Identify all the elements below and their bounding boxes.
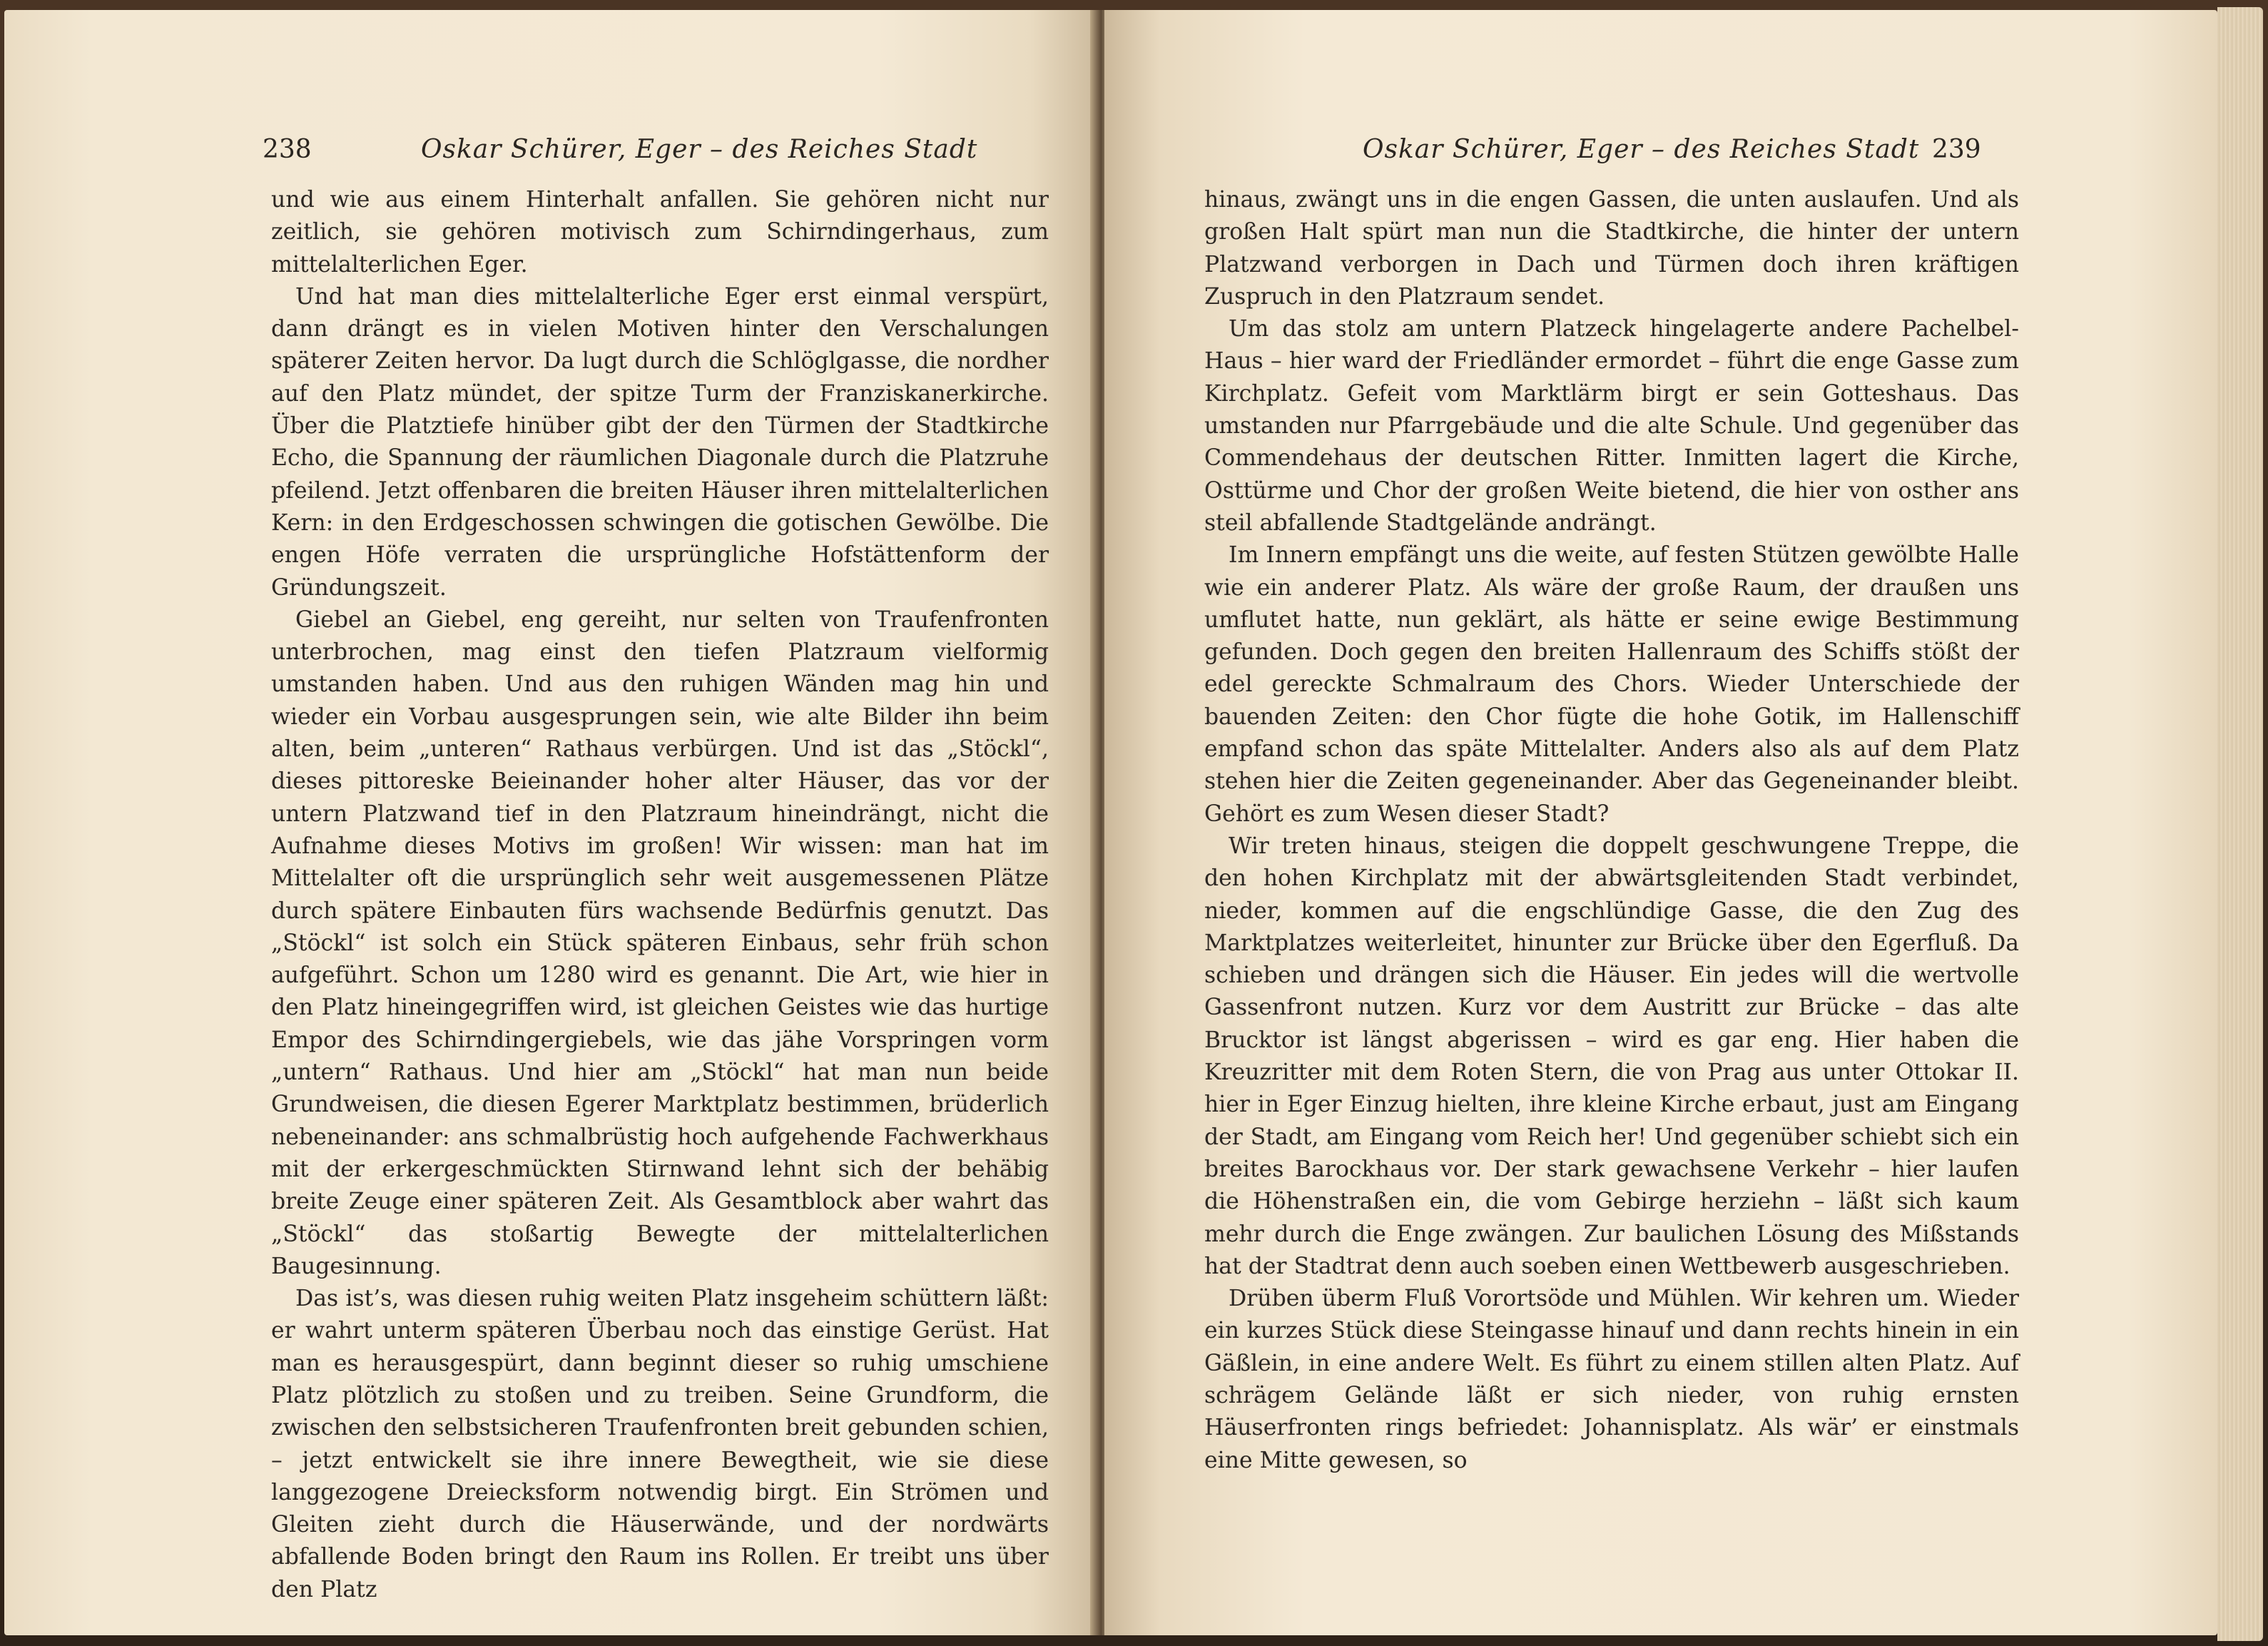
right-paragraph-2: Um das stolz am untern Platzeck hingelagerte andere Pachelbel-Haus – hier ward der Friedländer ermordet – führt die enge Gasse zum Kirchplatz. Gefeit vom Marktlärm birgt er sein Gotteshaus. Das umstanden nur Pfarrgebäude und die alte Schule. Und gegenüber das Commendehaus der deutschen Ritter. Inmitten lagert die Kirche, Osttürme und Chor der großen Weite bietend, die hier von osther ans steil abfallende Stadtgelände andrängt. [1204, 316, 2019, 536]
left-running-head [263, 128, 1053, 171]
page-edges [2217, 7, 2263, 1641]
right-running-head [1363, 128, 2155, 171]
right-paragraph-3: Im Innern empfängt uns die weite, auf festen Stützen gewölbte Halle wie ein anderer Platz. Als wäre der große Raum, der draußen uns umflutet hatte, nun geklärt, als hätte er seine ewige Bestimmung gefunden. Doch gegen den breiten Hallenraum des Schiffs stößt der edel gereckte Schmalraum des Chors. Wieder Unterschiede der bauenden Zeiten: den Chor fügte die hohe Gotik, im Hallenschiff empfand schon das späte Mittelalter. Anders also als auf dem Platz stehen hier die Zeiten gegeneinander. Aber das Gegeneinander bleibt. Gehört es zum Wesen dieser Stadt? [1204, 542, 2019, 827]
left-paragraph-3: Giebel an Giebel, eng gereiht, nur selten von Traufenfronten unterbrochen, mag einst den tiefen Platzraum vielformig umstanden haben. Und aus den ruhigen Wänden mag hin und wieder ein Vorbau ausgesprungen sein, wie alte Bilder ihn beim alten, beim „unteren“ Rathaus verbürgen. Und ist das „Stöckl“, dieses pittoreske Beieinander hoher alter Häuser, das vor der untern Platzwand tief in den Platzraum hineindrängt, nicht die Aufnahme dieses Motivs im großen! Wir wissen: man hat im Mittelalter oft die ursprünglich sehr weit ausgemessenen Plätze durch spätere Einbauten fürs wachsende Bedürfnis genutzt. Das „Stöckl“ ist solch ein Stück späteren Einbaus, sehr früh schon aufgeführt. Schon um 1280 wird es genannt. Die Art, wie hier in den Platz hineingegriffen wird, ist gleichen Geistes wie das hurtige Empor des Schirndingergiebels, wie das jähe Vorspringen vorm „untern“ Rathaus. Und hier am „Stöckl“ hat man nun beide Grundweisen, die diesen Egerer Marktplatz bestimmen, brüderlich nebeneinander: ans schmalbrüstig hoch aufgehende Fachwerkhaus mit der erkergeschmückten Stirnwand lehnt sich der behäbig breite Zeuge einer späteren Zeit. Als Gesamtblock aber wahrt das „Stöckl“ das stoßartig Bewegte der mittelalterlichen Baugesinnung. [271, 606, 1049, 1279]
right-paragraph-5: Drüben überm Fluß Vorortsöde und Mühlen. Wir kehren um. Wieder ein kurzes Stück diese Steingasse hinauf und dann rechts hinein in ein Gäßlein, in eine andere Welt. Es führt zu einem stillen alten Platz. Auf schrägem Gelände läßt er sich nieder, von ruhig ernsten Häuserfronten rings befriedet: Johannisplatz. Als wär’ er einstmals eine Mitte gewesen, so [1204, 1286, 2019, 1473]
left-paragraph-2: Und hat man dies mittelalterliche Eger erst einmal verspürt, dann drängt es in vielen Motiven hinter den Verschalungen späterer Zeiten hervor. Da lugt durch die Schlöglgasse, die nordher auf den Platz mündet, der spitze Turm der Franziskanerkirche. Über die Platztiefe hinüber gibt der den Türmen der Stadtkirche Echo, die Spannung der räumlichen Diagonale durch die Platzruhe pfeilend. Jetzt offenbaren die breiten Häuser ihren mittelalterlichen Kern: in den Erdgeschossen schwingen die gotischen Gewölbe. Die engen Höfe verraten die ursprüngliche Hofstättenform der Gründungszeit. [271, 283, 1049, 601]
left-page-text [271, 184, 1049, 1606]
right-page-text [1204, 184, 2019, 1477]
right-paragraph-4: Wir treten hinaus, steigen die doppelt geschwungene Treppe, die den hohen Kirchplatz mit der abwärtsgleitenden Stadt verbindet, nieder, kommen auf die engschlündige Gasse, die den Zug des Marktplatzes weiterleitet, hinunter zur Brücke über den Egerfluß. Da schieben und drängen sich die Häuser. Ein jedes will die wertvolle Gassenfront nutzen. Kurz vor dem Austritt zur Brücke – das alte Brucktor ist längst abgerissen – wird es gar eng. Hier haben die Kreuzritter mit dem Roten Stern, die von Prag aus unter Ottokar II. hier in Eger Einzug hielten, ihre kleine Kirche erbaut, just am Eingang der Stadt, am Eingang vom Reich her! Und gegenüber schiebt sich ein breites Barockhaus vor. Der stark gewachsene Verkehr – hier laufen die Höhenstraßen ein, die vom Gebirge herziehn – läßt sich kaum mehr durch die Enge zwängen. Zur baulichen Lösung des Mißstands hat der Stadtrat denn auch soeben einen Wettbewerb ausgeschrieben. [1204, 833, 2019, 1279]
right-running-title: Oskar Schürer, Eger – des Reiches Stadt [1363, 135, 1920, 164]
right-page-number: 239 [1932, 135, 1981, 164]
left-running-title: Oskar Schürer, Eger – des Reiches Stadt [421, 135, 978, 164]
left-page-number: 238 [263, 135, 312, 164]
left-paragraph-1: und wie aus einem Hinterhalt anfallen. Sie gehören nicht nur zeitlich, sie gehören motivisch zum Schirndingerhaus, zum mittelalterlichen Eger. [271, 187, 1049, 278]
left-paragraph-4: Das ist’s, was diesen ruhig weiten Platz insgeheim schüttern läßt: er wahrt unterm späteren Überbau noch das einstige Gerüst. Hat man es herausgespürt, dann beginnt dieser so ruhig umschiene Platz plötzlich zu stoßen und zu treiben. Seine Grundform, die zwischen den selbstsicheren Traufenfronten breit gebunden schien, – jetzt entwickelt sie ihre innere Bewegtheit, wie sie diese langgezogene Dreiecksform notwendig birgt. Ein Strömen und Gleiten zieht durch die Häuserwände, und der nordwärts abfallende Boden bringt den Raum ins Rollen. Er treibt uns über den Platz [271, 1286, 1049, 1602]
right-paragraph-1: hinaus, zwängt uns in die engen Gassen, die unten auslaufen. Und als großen Halt spürt man nun die Stadtkirche, die hinter der untern Platzwand verborgen in Dach und Türmen doch ihren kräftigen Zuspruch in den Platzraum sendet. [1204, 187, 2019, 310]
